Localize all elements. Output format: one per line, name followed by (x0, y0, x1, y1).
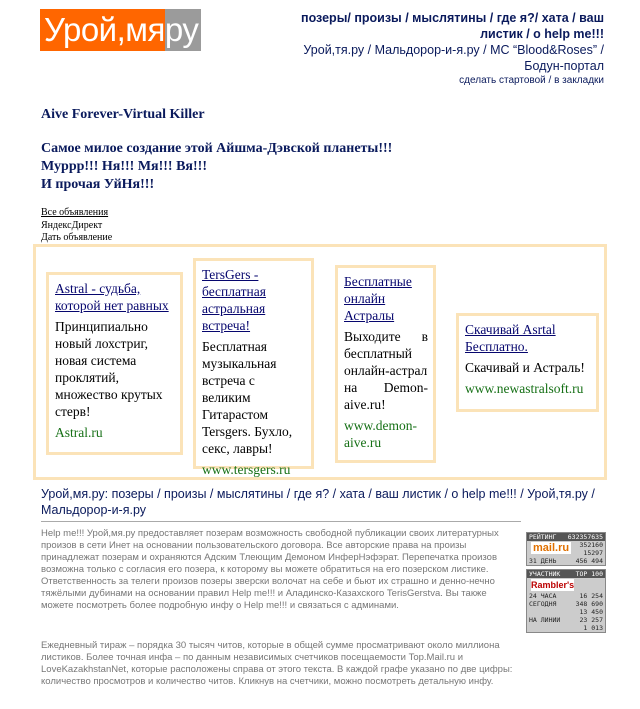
all-ads-link[interactable]: Все объявления (41, 207, 109, 218)
mail-day: 456 494 (575, 557, 603, 565)
ad-text: Принципиально новый лохстриг, новая система проклятий, множество крутых стерв! (55, 319, 163, 419)
logo-part2: ру (165, 9, 201, 51)
ad-headline[interactable]: TersGers - бесплатная астральная встреча! (202, 267, 266, 333)
make-start-page-link[interactable]: сделать стартовой (459, 75, 546, 86)
rambler-label: УЧАСТНИК (529, 570, 561, 578)
mail-rating-label: РЕЙТИНГ (529, 533, 557, 541)
nav-myslyatiny[interactable]: мыслятины (412, 11, 487, 25)
mail-logo-icon: mail.ru (533, 542, 570, 554)
divider (41, 521, 521, 522)
rambler-today2: 13 450 (579, 608, 603, 616)
ad-text: Выходите в бесплатный онлайн-астрал на Demon-aive.ru! (344, 329, 428, 412)
nav-proizy[interactable]: произы (354, 11, 402, 25)
ad-links (41, 207, 112, 245)
nav-hata[interactable]: хата (541, 11, 569, 25)
rambler-online2: 1 013 (583, 624, 603, 632)
info-text: Help me!!! Урой,мя.ру предоставляет позерам возможность свободной публикации своих литературных произов в сети Инет на основании пользовательского договора. Все авторские права на произы принадлежат позерам и охраняются Адским Тлеющим Демоном ИнферНэфэрат. Перепечатка произов возможна только с согласия его позера, к которому вы можете обратиться на его позерском листике. Ответственность за телеги произов позеры зверски волочат на себе и бьют их страшно и денно-нечно тяжёлыми дубинами на основании правил Help me!!! и Аладинско-Казахского TerisGerstva. Вы также можете посмотреть более подробную инфу о Help me!!! и связаться с админами. (41, 528, 499, 611)
nav-gde-ya[interactable]: где я? (496, 11, 535, 25)
nav-mc-blood-roses[interactable]: МС “Blood&Roses” (490, 43, 598, 57)
add-ad-link[interactable]: Дать объявление (41, 232, 113, 243)
mail-counter[interactable] (526, 532, 606, 566)
nav-help-me[interactable]: o help me!!! (533, 27, 604, 41)
ad-url[interactable]: www.demon-aive.ru (344, 418, 417, 450)
rambler-online: 23 257 (579, 616, 603, 624)
mail-v2: 15297 (583, 549, 603, 557)
ad-url[interactable]: www.tersgers.ru (202, 462, 291, 477)
logo-part1: Урой,мя (40, 9, 165, 51)
site-logo[interactable] (40, 9, 229, 51)
ad-item[interactable] (46, 272, 183, 455)
rambler-24h: 16 254 (579, 592, 603, 600)
ad-headline[interactable]: Бесплатные онлайн Астралы (344, 274, 412, 323)
counters (526, 532, 606, 636)
ad-url[interactable]: www.newastralsoft.ru (465, 381, 584, 396)
yandex-direct-label: ЯндексДирект (41, 219, 103, 231)
ad-text: Бесплатная музыкальная встреча с великим Гитарастом Tersgers. Бухло, секс, лавры! (202, 339, 293, 456)
mail-v1: 352160 (579, 541, 603, 549)
ad-text: Скачивай и Астраль! (465, 360, 585, 375)
slogan-line: Самое милое создание этой Айшма-Дэвской планеты!!! (41, 141, 393, 156)
rambler-today-label: СЕГОДНЯ (529, 600, 557, 608)
slogan (41, 140, 392, 194)
nav-maldoror[interactable]: Мальдорор-и-я.ру (374, 43, 480, 57)
rambler-counter[interactable] (526, 569, 606, 633)
slogan-line: Муррр!!! Ня!!! Мя!!! Вя!!! (41, 159, 207, 174)
ad-headline[interactable]: Astral - судьба, которой нет равных (55, 281, 169, 313)
page-title: Aive Forever-Virtual Killer (41, 107, 205, 122)
nav-vash-listik[interactable]: ваш листик (480, 11, 604, 41)
nav-uroi-tya[interactable]: Урой,тя.ру (303, 43, 365, 57)
ad-item[interactable] (456, 313, 599, 412)
ad-headline[interactable]: Скачивай Asrtal Бесплатно. (465, 322, 556, 354)
rambler-online-label: НА ЛИНИИ (529, 616, 561, 624)
bookmark-link[interactable]: в закладки (554, 75, 604, 86)
top-navigation: позеры/ произы / мыслятины / где я?/ хата / ваш листик / o help me!!! Урой,тя.ру / Мальдорор-и-я.ру / МС “Blood&Roses” / Бодун-портал сделать стартовой / в закладки (301, 11, 604, 86)
ad-url[interactable]: Astral.ru (55, 425, 103, 440)
rambler-logo-icon: Rambler's (531, 580, 575, 590)
rambler-top: TOP 100 (575, 570, 603, 578)
ad-item[interactable] (335, 265, 436, 463)
nav-pozery[interactable]: позеры (301, 11, 348, 25)
rambler-24h-label: 24 ЧАСА (529, 592, 557, 600)
rambler-today: 348 690 (575, 600, 603, 608)
mail-total: 632357635 (567, 533, 603, 541)
nav-bodun-portal[interactable]: Бодун-портал (524, 59, 604, 73)
info-text: Ежедневный тираж – порядка 30 тысяч читов, которые в общей сумме просматривают около миллиона листиков. Более точная инфа – по данным независимых счетчиков посещаемости Top.Mail.ru и LoveKazakhstanNet, которые расположены справа от этого текста. В каждой графе указано по две цифры: количество просмотров и количество читов. Кликнув на счетчики, можно посмотреть детальную инфу. (41, 640, 513, 687)
ad-item[interactable] (193, 258, 314, 477)
bottom-navigation[interactable]: Урой,мя.ру: позеры / произы / мыслятины / где я? / хата / ваш листик / o help me!!! / Урой,тя.ру / Мальдорор-и-я.ру (41, 487, 595, 517)
mail-day-label: 31 ДЕНЬ (529, 557, 557, 565)
slogan-line: И прочая УйНя!!! (41, 177, 155, 192)
